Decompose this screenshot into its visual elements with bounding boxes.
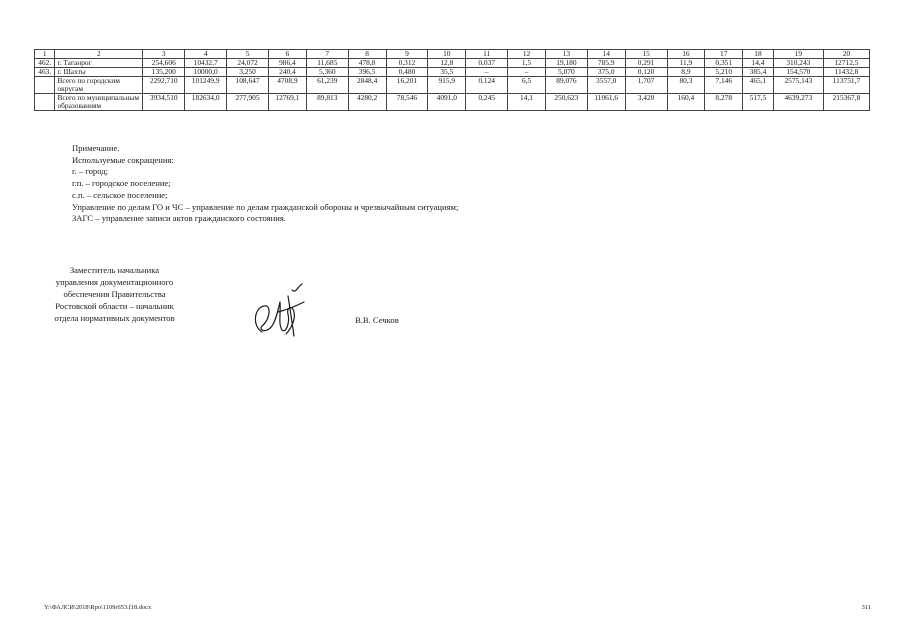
- table-cell: 3,420: [625, 94, 667, 111]
- table-cell: Всего по городским округам: [55, 77, 143, 94]
- table-cell: 375,0: [587, 68, 625, 77]
- table-cell: 5,360: [306, 68, 348, 77]
- table-cell: 465,1: [743, 77, 774, 94]
- table-cell: 16,201: [386, 77, 428, 94]
- notes-line: с.п. – сельское поселение;: [72, 189, 168, 200]
- table-cell: 2292,710: [143, 77, 185, 94]
- table-cell: 0,351: [705, 59, 743, 68]
- table-cell: [35, 94, 55, 111]
- table-header-row: [35, 50, 870, 59]
- table-cell: 0,480: [386, 68, 428, 77]
- table-header-cell: 11: [466, 50, 508, 59]
- table-cell: 0,312: [386, 59, 428, 68]
- table-cell: 785,9: [587, 59, 625, 68]
- table-cell: 463.: [35, 68, 55, 77]
- table-cell: 385,4: [743, 68, 774, 77]
- table-cell: 80,3: [667, 77, 705, 94]
- table-cell: 4091,0: [428, 94, 466, 111]
- table-cell: 113751,7: [823, 77, 869, 94]
- table-cell: 10000,0: [185, 68, 227, 77]
- table-cell: 0,037: [466, 59, 508, 68]
- table-row-grand-total: [35, 94, 870, 111]
- table-cell: Всего по муниципальным образованиям: [55, 94, 143, 111]
- table-cell: 5,210: [705, 68, 743, 77]
- notes-line: ЗАГС – управление записи актов гражданского состояния.: [72, 213, 286, 224]
- notes-line: г.п. – городское поселение;: [72, 178, 171, 189]
- table-header-cell: 19: [773, 50, 823, 59]
- table-cell: 6,5: [508, 77, 546, 94]
- signatory-title-line: Заместитель начальника: [69, 265, 160, 275]
- table-cell: 11,685: [306, 59, 348, 68]
- table-cell: 517,5: [743, 94, 774, 111]
- data-table: [34, 49, 870, 111]
- table-cell: 61,239: [306, 77, 348, 94]
- table-cell: 4708,9: [269, 77, 307, 94]
- table-header-cell: 17: [705, 50, 743, 59]
- signatory-name: В.В. Сечков: [355, 315, 399, 325]
- table-cell: 215367,8: [823, 94, 869, 111]
- notes-line: Используемые сокращения:: [72, 154, 174, 165]
- table-row: [35, 68, 870, 77]
- table-cell: 154,570: [773, 68, 823, 77]
- table-cell: 12712,5: [823, 59, 869, 68]
- table-header-cell: 12: [508, 50, 546, 59]
- table-cell: 2848,4: [348, 77, 386, 94]
- table-cell: 310,243: [773, 59, 823, 68]
- table-cell: 12769,1: [269, 94, 307, 111]
- table-header-cell: 7: [306, 50, 348, 59]
- signatory-title-line: Ростовской области – начальник: [55, 301, 174, 311]
- table-cell: 478,8: [348, 59, 386, 68]
- signatory-title-line: отдела нормативных документов: [54, 313, 175, 323]
- table-cell: 89,076: [545, 77, 587, 94]
- table-cell: 254,606: [143, 59, 185, 68]
- table-cell: 0,120: [625, 68, 667, 77]
- table-header-cell: 14: [587, 50, 625, 59]
- table-cell: 986,4: [269, 59, 307, 68]
- table-cell: 101249,9: [185, 77, 227, 94]
- table-cell: 108,647: [227, 77, 269, 94]
- table-cell: 11,9: [667, 59, 705, 68]
- table-cell: 0,124: [466, 77, 508, 94]
- table-cell: 3557,0: [587, 77, 625, 94]
- signatory-title-line: управления документационного: [55, 277, 174, 287]
- table-cell: 12,8: [428, 59, 466, 68]
- table-header-cell: 18: [743, 50, 774, 59]
- table-cell: 396,5: [348, 68, 386, 77]
- table-cell: 915,9: [428, 77, 466, 94]
- table-cell: 19,180: [545, 59, 587, 68]
- table-cell: 277,905: [227, 94, 269, 111]
- table-cell: 24,072: [227, 59, 269, 68]
- table-cell: 7,146: [705, 77, 743, 94]
- table-cell: 3,250: [227, 68, 269, 77]
- table-cell: 14,4: [743, 59, 774, 68]
- table-cell: 8,278: [705, 94, 743, 111]
- table-cell: 2575,143: [773, 77, 823, 94]
- table-cell: 1,5: [508, 59, 546, 68]
- table-cell: –: [508, 68, 546, 77]
- table-cell: 4280,2: [348, 94, 386, 111]
- table-cell: 0,245: [466, 94, 508, 111]
- footer-file-path: Y:\ФАЛСИ\2018\Rpo\1109r653.f18.docx: [44, 604, 152, 611]
- table-cell: 240,4: [269, 68, 307, 77]
- table-header-cell: 20: [823, 50, 869, 59]
- page-number: 311: [861, 604, 871, 611]
- table-cell: 14,1: [508, 94, 546, 111]
- handwritten-signature: [248, 282, 310, 340]
- table-cell: 462.: [35, 59, 55, 68]
- table-header-cell: 1: [35, 50, 55, 59]
- table-cell: г. Таганрог: [55, 59, 143, 68]
- table-cell: 182634,0: [185, 94, 227, 111]
- table-cell: 160,4: [667, 94, 705, 111]
- table-cell: г. Шахты: [55, 68, 143, 77]
- notes-title: Примечание.: [72, 143, 120, 153]
- table-cell: 4639,273: [773, 94, 823, 111]
- table-cell: 250,623: [545, 94, 587, 111]
- table-cell: 78,546: [386, 94, 428, 111]
- table-cell: 8,9: [667, 68, 705, 77]
- table-header-cell: 4: [185, 50, 227, 59]
- table-cell: 1,707: [625, 77, 667, 94]
- table-cell: 35,5: [428, 68, 466, 77]
- table-cell: 0,291: [625, 59, 667, 68]
- table-header-cell: 8: [348, 50, 386, 59]
- table-cell: –: [466, 68, 508, 77]
- table-row: [35, 59, 870, 68]
- table-cell: 3934,510: [143, 94, 185, 111]
- table-header-cell: 15: [625, 50, 667, 59]
- table-cell: [35, 77, 55, 94]
- table-cell: 10432,7: [185, 59, 227, 68]
- table-header-cell: 16: [667, 50, 705, 59]
- table-header-cell: 13: [545, 50, 587, 59]
- table-header-cell: 3: [143, 50, 185, 59]
- table-cell: 135,200: [143, 68, 185, 77]
- table-header-cell: 2: [55, 50, 143, 59]
- signatory-title-line: обеспечения Правительства: [63, 289, 166, 299]
- notes-line: г. – город;: [72, 166, 109, 177]
- table-row-total: [35, 77, 870, 94]
- table-header-cell: 9: [386, 50, 428, 59]
- signatory-title: [32, 264, 197, 324]
- table-header-cell: 5: [227, 50, 269, 59]
- notes-block: [72, 143, 458, 225]
- table-cell: 11061,6: [587, 94, 625, 111]
- notes-line: Управление по делам ГО и ЧС – управление по делам гражданской обороны и чрезвычайным ситуациям;: [72, 201, 459, 212]
- table-header-cell: 6: [269, 50, 307, 59]
- table-cell: 89,813: [306, 94, 348, 111]
- table-header-cell: 10: [428, 50, 466, 59]
- table-cell: 11432,8: [823, 68, 869, 77]
- table-cell: 5,070: [545, 68, 587, 77]
